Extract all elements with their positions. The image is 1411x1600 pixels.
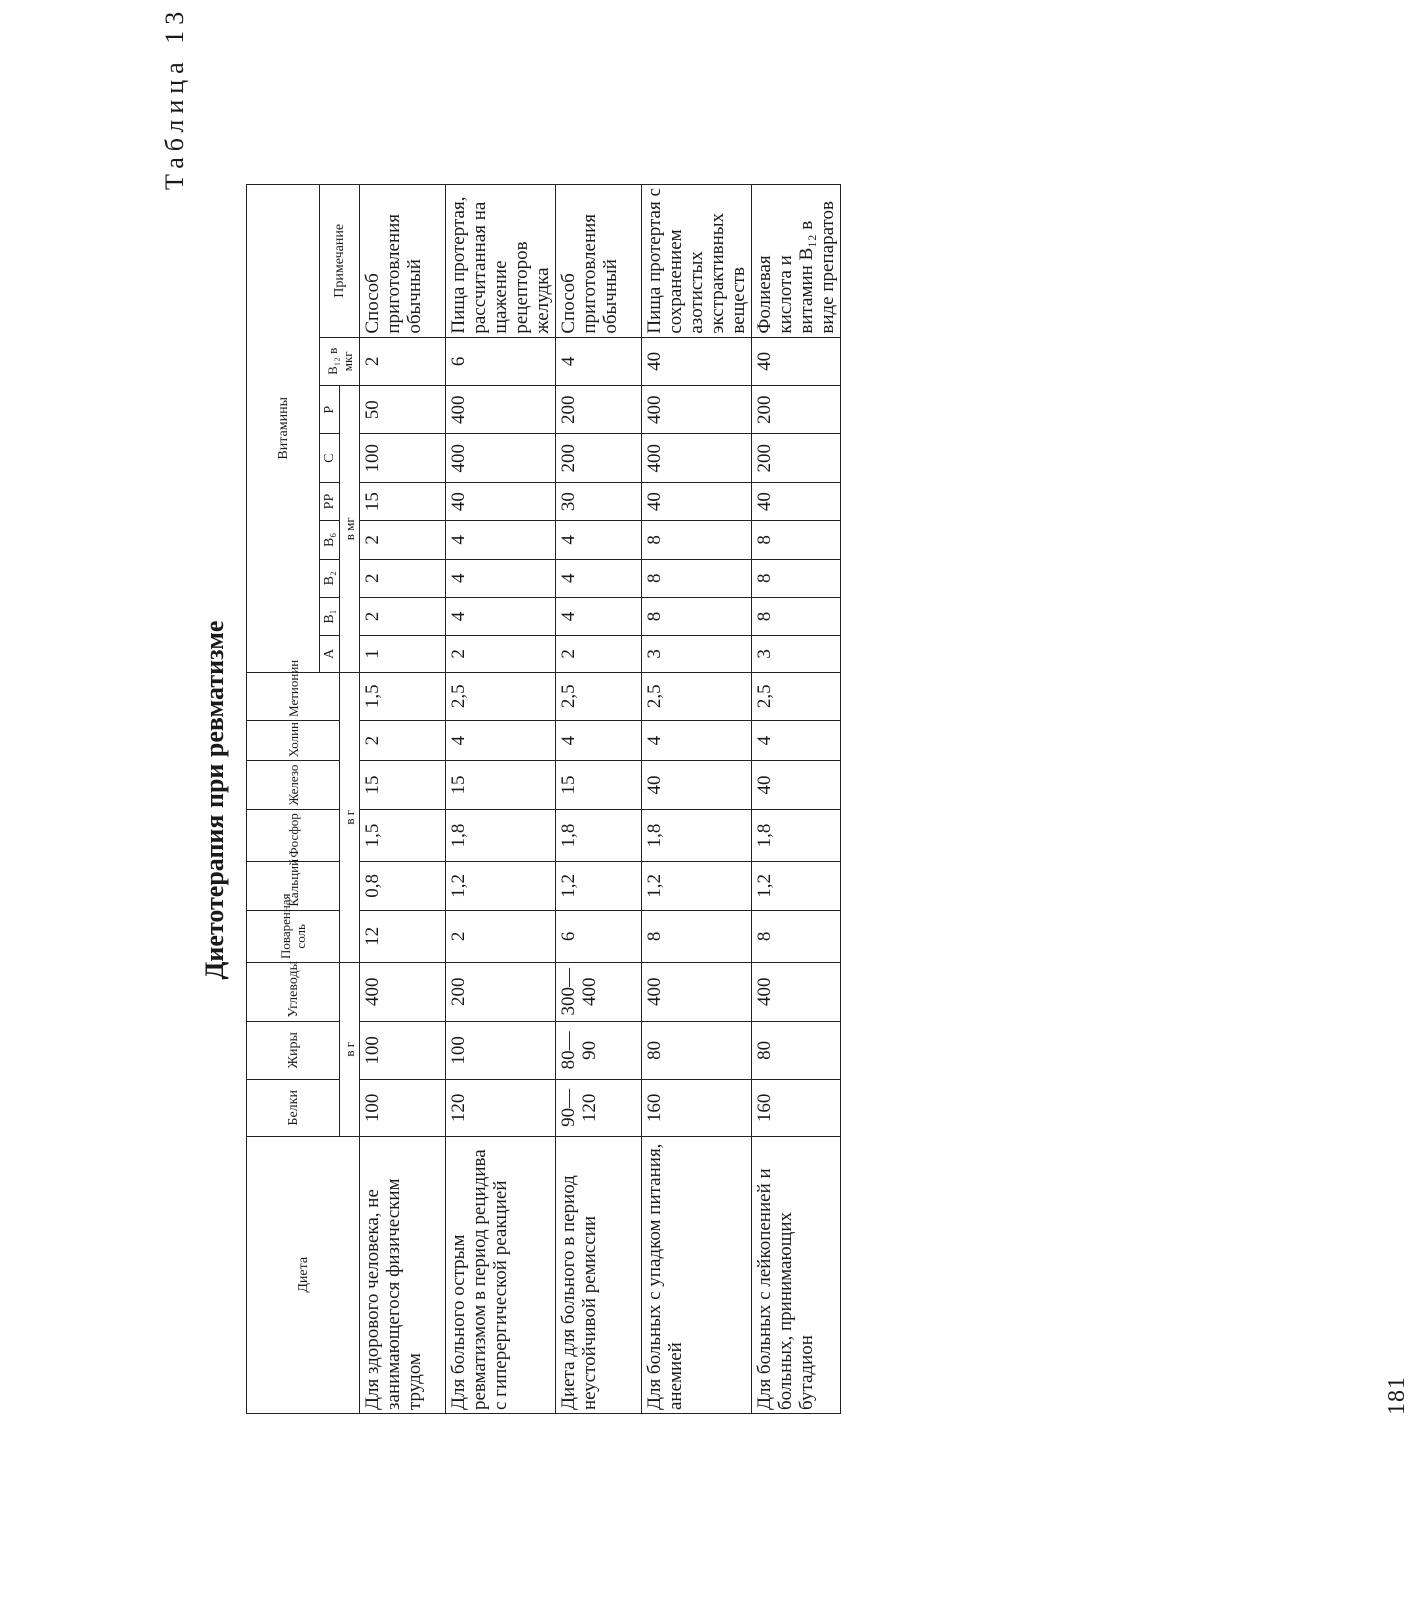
cell-b12: 4	[556, 337, 642, 385]
diet-cell: Для больного острым ревматизмом в период рецидива с гиперергической реакцией	[446, 1136, 556, 1413]
cell-carbs: 400	[642, 963, 752, 1022]
note-cell: Пища протертая, рассчитанная на щажение рецепторов желудка	[446, 185, 556, 338]
cell-b1: 4	[556, 597, 642, 635]
header-vit-a: A	[320, 636, 340, 672]
cell-calcium: 0,8	[360, 862, 446, 910]
cell-pp: 40	[752, 482, 841, 520]
header-diet: Диета	[247, 1136, 360, 1413]
cell-b6: 8	[642, 521, 752, 559]
cell-salt: 8	[752, 910, 841, 962]
cell-a: 2	[446, 636, 556, 672]
cell-salt: 6	[556, 910, 642, 962]
cell-calcium: 1,2	[556, 862, 642, 910]
cell-fats: 80	[752, 1021, 841, 1080]
cell-b2: 2	[360, 559, 446, 597]
cell-phosphorus: 1,8	[642, 809, 752, 861]
table-row	[446, 185, 556, 1414]
cell-calcium: 1,2	[752, 862, 841, 910]
cell-carbs: 200	[446, 963, 556, 1022]
cell-methionine: 2,5	[642, 672, 752, 720]
cell-carbs: 400	[360, 963, 446, 1022]
cell-calcium: 1,2	[642, 862, 752, 910]
cell-b2: 8	[642, 559, 752, 597]
header-proteins: Белки	[247, 1080, 340, 1136]
cell-p: 400	[642, 386, 752, 434]
cell-calcium: 1,2	[446, 862, 556, 910]
cell-b6: 4	[446, 521, 556, 559]
cell-iron: 40	[642, 761, 752, 809]
cell-methionine: 1,5	[360, 672, 446, 720]
cell-p: 50	[360, 386, 446, 434]
header-fats: Жиры	[247, 1021, 340, 1080]
cell-fats: 80	[642, 1021, 752, 1080]
cell-pp: 30	[556, 482, 642, 520]
cell-choline: 2	[360, 720, 446, 760]
header-vit-p: P	[320, 386, 340, 434]
cell-phosphorus: 1,8	[556, 809, 642, 861]
cell-pp: 40	[642, 482, 752, 520]
header-choline: Холин	[247, 720, 340, 760]
cell-b2: 4	[446, 559, 556, 597]
cell-methionine: 2,5	[556, 672, 642, 720]
header-vit-b12: B₁₂ в мкг	[320, 337, 360, 385]
cell-fats: 80—90	[556, 1021, 642, 1080]
note-cell: Способ приготовления обычный	[556, 185, 642, 338]
cell-proteins: 90—120	[556, 1080, 642, 1136]
note-cell: Пища протертая с сохранением азотистых экстрактивных веществ	[642, 185, 752, 338]
cell-a: 2	[556, 636, 642, 672]
diet-cell: Для здорового человека, не занимающегося физическим трудом	[360, 1136, 446, 1413]
cell-b1: 2	[360, 597, 446, 635]
cell-p: 200	[752, 386, 841, 434]
cell-b6: 8	[752, 521, 841, 559]
diet-cell: Диета для больного в период неустойчивой ремиссии	[556, 1136, 642, 1413]
header-phosphorus: Фосфор	[247, 809, 340, 861]
table-title: Диетотерапия при ревматизме	[200, 620, 229, 980]
cell-methionine: 2,5	[446, 672, 556, 720]
cell-pp: 40	[446, 482, 556, 520]
cell-choline: 4	[556, 720, 642, 760]
cell-proteins: 160	[642, 1080, 752, 1136]
cell-b1: 4	[446, 597, 556, 635]
cell-b6: 2	[360, 521, 446, 559]
header-vit-c: C	[320, 434, 340, 482]
diet-cell: Для больных с упадком питания, анемией	[642, 1136, 752, 1413]
cell-iron: 15	[360, 761, 446, 809]
cell-salt: 12	[360, 910, 446, 962]
cell-phosphorus: 1,5	[360, 809, 446, 861]
cell-c: 200	[752, 434, 841, 482]
header-vit-pp: PP	[320, 482, 340, 520]
unit-grams-1: в г	[340, 963, 360, 1137]
header-vitamins: Витамины	[247, 185, 320, 673]
unit-grams-2: в г	[340, 672, 360, 963]
cell-a: 3	[642, 636, 752, 672]
table-row	[752, 185, 841, 1414]
table-body	[360, 185, 841, 1414]
cell-choline: 4	[642, 720, 752, 760]
cell-c: 400	[642, 434, 752, 482]
cell-iron: 40	[752, 761, 841, 809]
cell-a: 1	[360, 636, 446, 672]
cell-proteins: 120	[446, 1080, 556, 1136]
header-iron: Железо	[247, 761, 340, 809]
cell-proteins: 100	[360, 1080, 446, 1136]
cell-c: 200	[556, 434, 642, 482]
cell-c: 400	[446, 434, 556, 482]
cell-b2: 8	[752, 559, 841, 597]
cell-b12: 40	[752, 337, 841, 385]
cell-methionine: 2,5	[752, 672, 841, 720]
cell-b12: 6	[446, 337, 556, 385]
cell-b12: 2	[360, 337, 446, 385]
header-vit-b2: B₂	[320, 559, 340, 597]
header-vit-b1: B₁	[320, 597, 340, 635]
cell-iron: 15	[446, 761, 556, 809]
cell-c: 100	[360, 434, 446, 482]
header-methionine: Метионин	[247, 672, 340, 720]
note-cell: Фолиевая кислота и витамин B₁₂ в виде препаратов	[752, 185, 841, 338]
diet-cell: Для больных с лейкопенией и больных, принимающих бутадион	[752, 1136, 841, 1413]
cell-phosphorus: 1,8	[752, 809, 841, 861]
cell-pp: 15	[360, 482, 446, 520]
cell-fats: 100	[360, 1021, 446, 1080]
header-calcium: Кальций	[247, 862, 340, 910]
header-note: Примечание	[320, 185, 360, 338]
cell-proteins: 160	[752, 1080, 841, 1136]
cell-b1: 8	[752, 597, 841, 635]
cell-b6: 4	[556, 521, 642, 559]
diet-table	[246, 184, 841, 1414]
header-salt: Поваренная соль	[247, 910, 340, 962]
cell-carbs: 400	[752, 963, 841, 1022]
cell-b2: 4	[556, 559, 642, 597]
cell-phosphorus: 1,8	[446, 809, 556, 861]
cell-carbs: 300—400	[556, 963, 642, 1022]
unit-milligrams: в мг	[340, 386, 360, 672]
cell-fats: 100	[446, 1021, 556, 1080]
cell-choline: 4	[446, 720, 556, 760]
cell-choline: 4	[752, 720, 841, 760]
cell-b12: 40	[642, 337, 752, 385]
header-vit-b6: B₆	[320, 521, 340, 559]
table-row	[642, 185, 752, 1414]
header-carbs: Углеводы	[247, 963, 340, 1022]
cell-iron: 15	[556, 761, 642, 809]
table-number-label: Таблица 13	[160, 5, 189, 190]
note-cell: Способ приготовления обычный	[360, 185, 446, 338]
table-row	[360, 185, 446, 1414]
cell-salt: 2	[446, 910, 556, 962]
cell-salt: 8	[642, 910, 752, 962]
cell-b1: 8	[642, 597, 752, 635]
page-number: 181	[1384, 1376, 1410, 1415]
cell-p: 200	[556, 386, 642, 434]
table-row	[556, 185, 642, 1414]
cell-a: 3	[752, 636, 841, 672]
cell-p: 400	[446, 386, 556, 434]
